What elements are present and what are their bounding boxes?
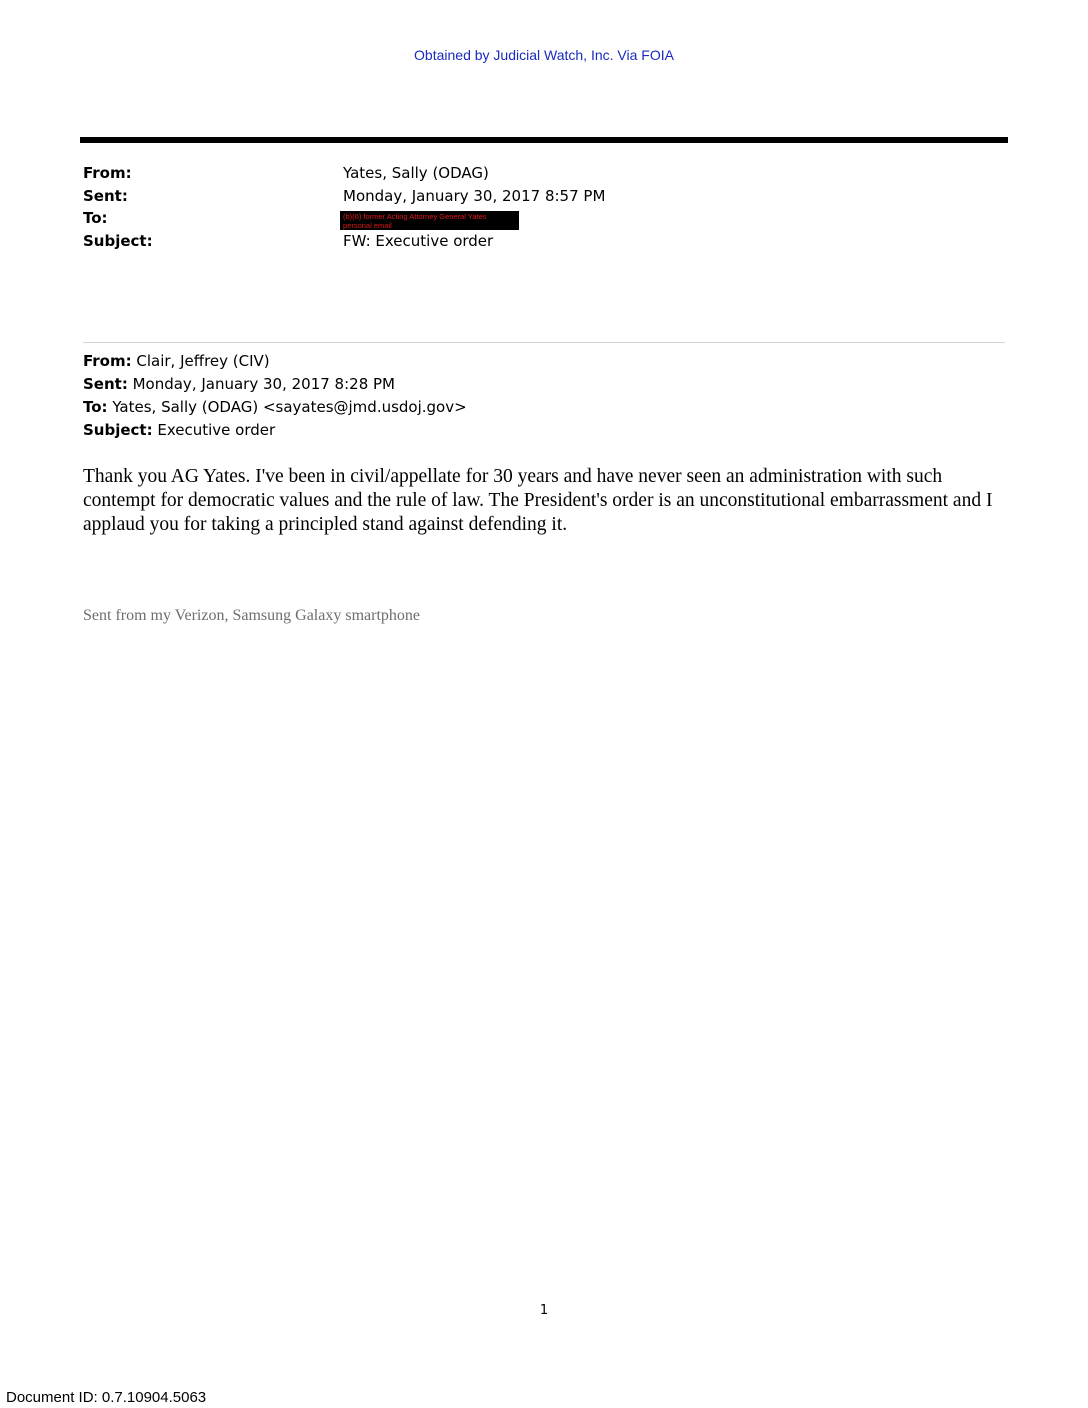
forwarded-subject-value: Executive order bbox=[152, 421, 276, 439]
sent-label: Sent: bbox=[83, 187, 128, 205]
to-label: To: bbox=[83, 209, 108, 227]
from-label: From: bbox=[83, 164, 132, 182]
foia-watermark: Obtained by Judicial Watch, Inc. Via FOIA bbox=[414, 47, 674, 63]
forwarded-from-row bbox=[83, 350, 270, 372]
subject-value: FW: Executive order bbox=[343, 232, 494, 250]
forwarded-from-label: From: bbox=[83, 352, 132, 370]
forwarded-subject-row bbox=[83, 419, 275, 441]
forwarded-subject-label: Subject: bbox=[83, 421, 153, 439]
forwarded-sent-value: Monday, January 30, 2017 8:28 PM bbox=[127, 375, 395, 393]
document-id: Document ID: 0.7.10904.5063 bbox=[6, 1389, 207, 1406]
forwarded-from-value: Clair, Jeffrey (CIV) bbox=[131, 352, 270, 370]
redaction-box: (b)(6) former Acting Attorney General Yates personal email bbox=[340, 211, 519, 230]
forwarded-sent-row bbox=[83, 373, 395, 395]
forward-divider bbox=[83, 342, 1005, 343]
forwarded-to-value: Yates, Sally (ODAG) <sayates@jmd.usdoj.gov> bbox=[107, 398, 467, 416]
forwarded-to-row bbox=[83, 396, 467, 418]
forwarded-to-label: To: bbox=[83, 398, 108, 416]
subject-label: Subject: bbox=[83, 232, 153, 250]
email-body: Thank you AG Yates. I've been in civil/appellate for 30 years and have never seen an administration with such contempt for democratic values and the rule of law. The President's order is an unconstitutional embarrassment and I applaud you for taking a principled stand against defending it. bbox=[83, 466, 993, 535]
forwarded-sent-label: Sent: bbox=[83, 375, 128, 393]
email-signature: Sent from my Verizon, Samsung Galaxy smartphone bbox=[83, 607, 420, 624]
sent-value: Monday, January 30, 2017 8:57 PM bbox=[343, 187, 606, 205]
from-value: Yates, Sally (ODAG) bbox=[343, 164, 489, 182]
page-number: 1 bbox=[539, 1303, 549, 1318]
header-divider bbox=[80, 137, 1008, 143]
